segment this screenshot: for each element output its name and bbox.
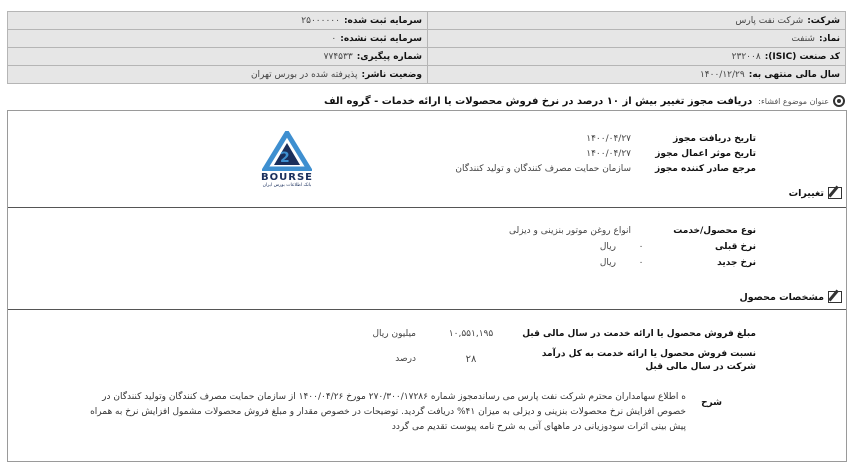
edit-icon [828,187,842,199]
symbol-value: شنفت [791,33,815,44]
prev-rate-unit: ریال [599,242,616,252]
specs-section-header [740,291,842,303]
explanation-text: ه اطلاع سهامداران محترم شرکت نفت پارس می رساندمجوز شماره ۲۷۰/۳۰۰/۱۷۲۸۶ مورخ ۱۴۰۰/۰۴/۲۶ از سازمان حمایت مصرف کنندگان وتولید کنندگان در خصوص افزایش نرخ محصولات بنزینی و دیزلی به میزان ۴۱% دریافت گردید. توضیحات در خصوص مقدار و مبلغ فروش محصولات مشمول افزایش نرخ به همراه پیش بینی اثرات سودوزیانی در ماههای آتی به شرح نامه پیوست تقدیم می گردد [90,392,686,432]
effective-date-label: تاریخ موثر اعمال مجوز [655,148,756,159]
unreg-capital-label: سرمایه ثبت نشده: [340,33,422,44]
permit-dates [455,131,756,176]
sales-unit: میلیون ریال [372,329,416,339]
ratio-row [395,348,756,374]
reg-capital-value: ۲۵۰۰۰۰۰۰ [301,15,340,26]
logo-subtitle: بانک اطلاعات بورس ایران [262,183,312,188]
fiscal-value: ۱۴۰۰/۱۲/۲۹ [699,69,745,80]
tracking-cell [8,48,428,66]
authority-label: مرجع صادر کننده مجوز [654,163,756,174]
bourse-logo [252,131,322,191]
specs-divider [8,309,846,310]
isic-cell [428,48,846,66]
unreg-capital-value: ۰ [331,33,337,44]
changes-title: تغییرات [788,187,824,199]
fiscal-label: سال مالی منتهی به: [748,69,840,80]
isic-label: کد صنعت (ISIC): [764,51,840,62]
unreg-capital-cell [8,30,428,48]
sales-value: ۱۰,۵۵۱,۱۹۵ [448,329,494,339]
status-cell [8,66,428,84]
product-label: نوع محصول/خدمت [673,226,756,236]
product-row [509,226,756,236]
specs-title: مشخصات محصول [739,291,824,303]
ratio-label-line2: شرکت در سال مالی قبل [645,362,756,372]
product-value: انواع روغن موتور بنزینی و دیزلی [508,226,631,236]
company-cell [428,12,846,30]
tracking-label: شماره پیگیری: [356,51,422,62]
disclosure-body [7,110,847,462]
changes-divider [8,207,846,208]
edit-icon [828,291,842,303]
subject-label: عنوان موضوع افشاء: [758,96,829,106]
reg-capital-cell [8,12,428,30]
receive-date-value: ۱۴۰۰/۰۴/۲۷ [586,133,631,144]
new-rate-unit: ریال [599,258,616,268]
authority-value: سازمان حمایت مصرف کنندگان و تولید کنندگان [455,163,631,174]
prev-rate-row [600,242,756,252]
isic-value: ۲۳۲۰۰۸ [731,51,761,62]
sales-label: مبلغ فروش محصول یا ارائه خدمت در سال مالی قبل [522,329,756,339]
tracking-value: ۷۷۴۵۳۳ [323,51,353,62]
company-header-table [7,11,846,84]
explanation-label: شرح [701,398,722,408]
receive-date-label: تاریخ دریافت مجوز [673,133,756,144]
target-icon [833,95,845,107]
company-label: شرکت: [807,15,840,26]
symbol-cell [428,30,846,48]
bourse-logo-icon [262,131,312,171]
new-rate-value: ۰ [638,258,644,268]
sales-row [373,329,756,339]
symbol-label: نماد: [818,33,840,44]
ratio-value: ۲۸ [465,354,477,365]
ratio-unit: درصد [395,354,416,364]
company-value: شرکت نفت پارس [735,15,804,26]
ratio-label-line1: نسبت فروش محصول یا ارائه خدمت به کل درآمد [541,349,756,359]
status-label: وضعیت ناشر: [361,69,422,80]
ratio-label [526,348,756,374]
explanation-label-wrap [701,398,722,408]
logo-word: BOURSE [261,172,313,183]
subject-line [5,93,845,109]
prev-rate-label: نرخ قبلی [715,242,756,252]
new-rate-label: نرخ جدید [717,258,756,268]
svg-text:2: 2 [280,150,290,166]
reg-capital-label: سرمایه ثبت شده: [343,15,422,26]
effective-date-value: ۱۴۰۰/۰۴/۲۷ [586,148,631,159]
changes-section-header [789,187,842,199]
prev-rate-value: ۰ [638,242,644,252]
status-value: پذیرفته شده در بورس تهران [250,69,358,80]
subject-value: دریافت مجوز تغییر بیش از ۱۰ درصد در نرخ فروش محصولات یا ارائه خدمات - گروه الف [323,95,753,107]
fiscal-cell [428,66,846,84]
new-rate-row [600,258,756,268]
